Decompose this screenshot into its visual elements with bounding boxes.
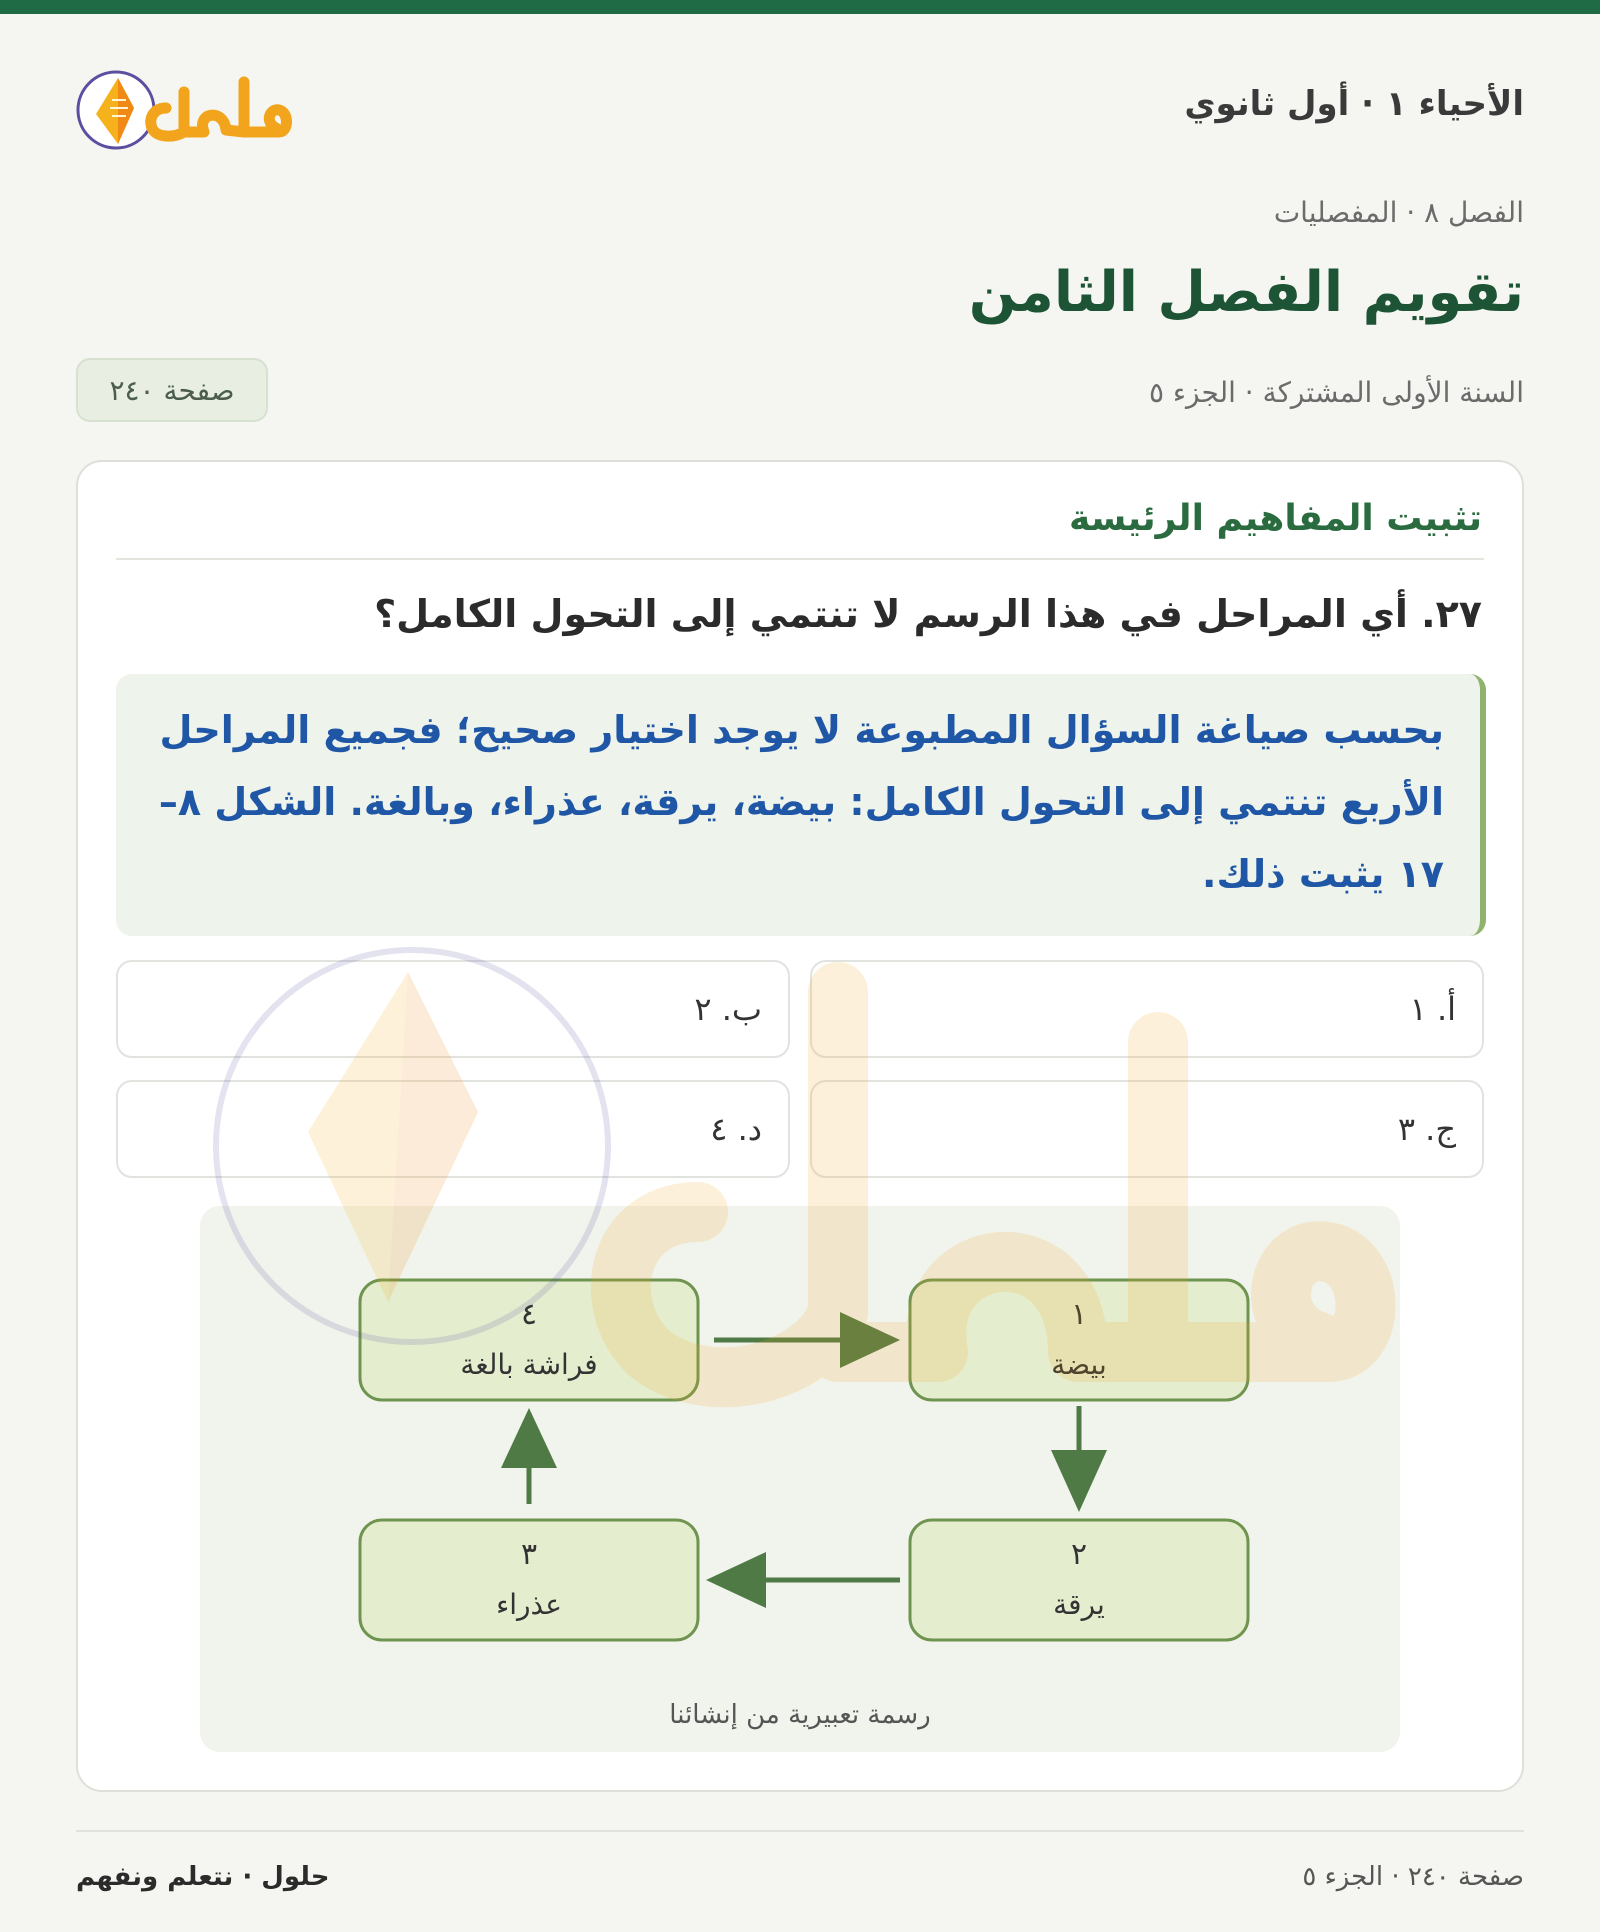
option-c[interactable]: ج. ٣ [810, 1080, 1484, 1178]
stage-box-pupa [360, 1520, 698, 1640]
stage-label: بيضة [1051, 1348, 1107, 1381]
life-cycle-diagram [200, 1206, 1400, 1752]
page-title: تقويم الفصل الثامن [968, 260, 1524, 325]
question-text: ٢٧. أي المراحل في هذا الرسم لا تنتمي إلى التحول الكامل؟ [374, 592, 1482, 636]
footer-divider [76, 1830, 1524, 1832]
book-part-label: السنة الأولى المشتركة · الجزء ٥ [1148, 376, 1524, 409]
arrow-larva-to-pupa [706, 1552, 900, 1608]
footer-page-info: صفحة ٢٤٠ · الجزء ٥ [1302, 1862, 1524, 1892]
arrow-adult-to-egg [714, 1312, 900, 1368]
answer-explanation: بحسب صياغة السؤال المطبوعة لا يوجد اختيار صحيح؛ فجميع المراحل الأربع تنتمي إلى التحول الكامل: بيضة، يرقة، عذراء، وبالغة. الشكل ٨–١٧ يثبت ذلك. [116, 674, 1486, 936]
hulul-logo [74, 52, 334, 162]
arrow-pupa-to-adult [501, 1408, 557, 1504]
stage-label: يرقة [1053, 1588, 1105, 1621]
page-number-badge: صفحة ٢٤٠ [76, 358, 268, 422]
stage-box-adult [360, 1280, 698, 1400]
option-a[interactable]: أ. ١ [810, 960, 1484, 1058]
option-d[interactable]: د. ٤ [116, 1080, 790, 1178]
diagram-caption: رسمة تعبيرية من إنشائنا [669, 1700, 931, 1730]
stage-label: فراشة بالغة [460, 1348, 598, 1381]
stage-number: ٣ [520, 1537, 538, 1572]
arrow-egg-to-larva [1051, 1406, 1107, 1512]
question-card [76, 460, 1524, 1792]
section-divider [116, 558, 1484, 560]
stage-number: ١ [1070, 1297, 1088, 1332]
stage-number: ٤ [520, 1297, 538, 1332]
section-title: تثبيت المفاهيم الرئيسة [1068, 498, 1482, 539]
stage-label: عذراء [496, 1588, 562, 1621]
option-b[interactable]: ب. ٢ [116, 960, 790, 1058]
top-accent-bar [0, 0, 1600, 14]
stage-number: ٢ [1070, 1537, 1088, 1572]
subject-title: الأحياء ١ · أول ثانوي [1184, 84, 1524, 124]
chapter-label: الفصل ٨ · المفصليات [1273, 196, 1524, 229]
stage-box-larva [910, 1520, 1248, 1640]
stage-box-egg [910, 1280, 1248, 1400]
footer-brand: حلول · نتعلم ونفهم [76, 1862, 330, 1892]
